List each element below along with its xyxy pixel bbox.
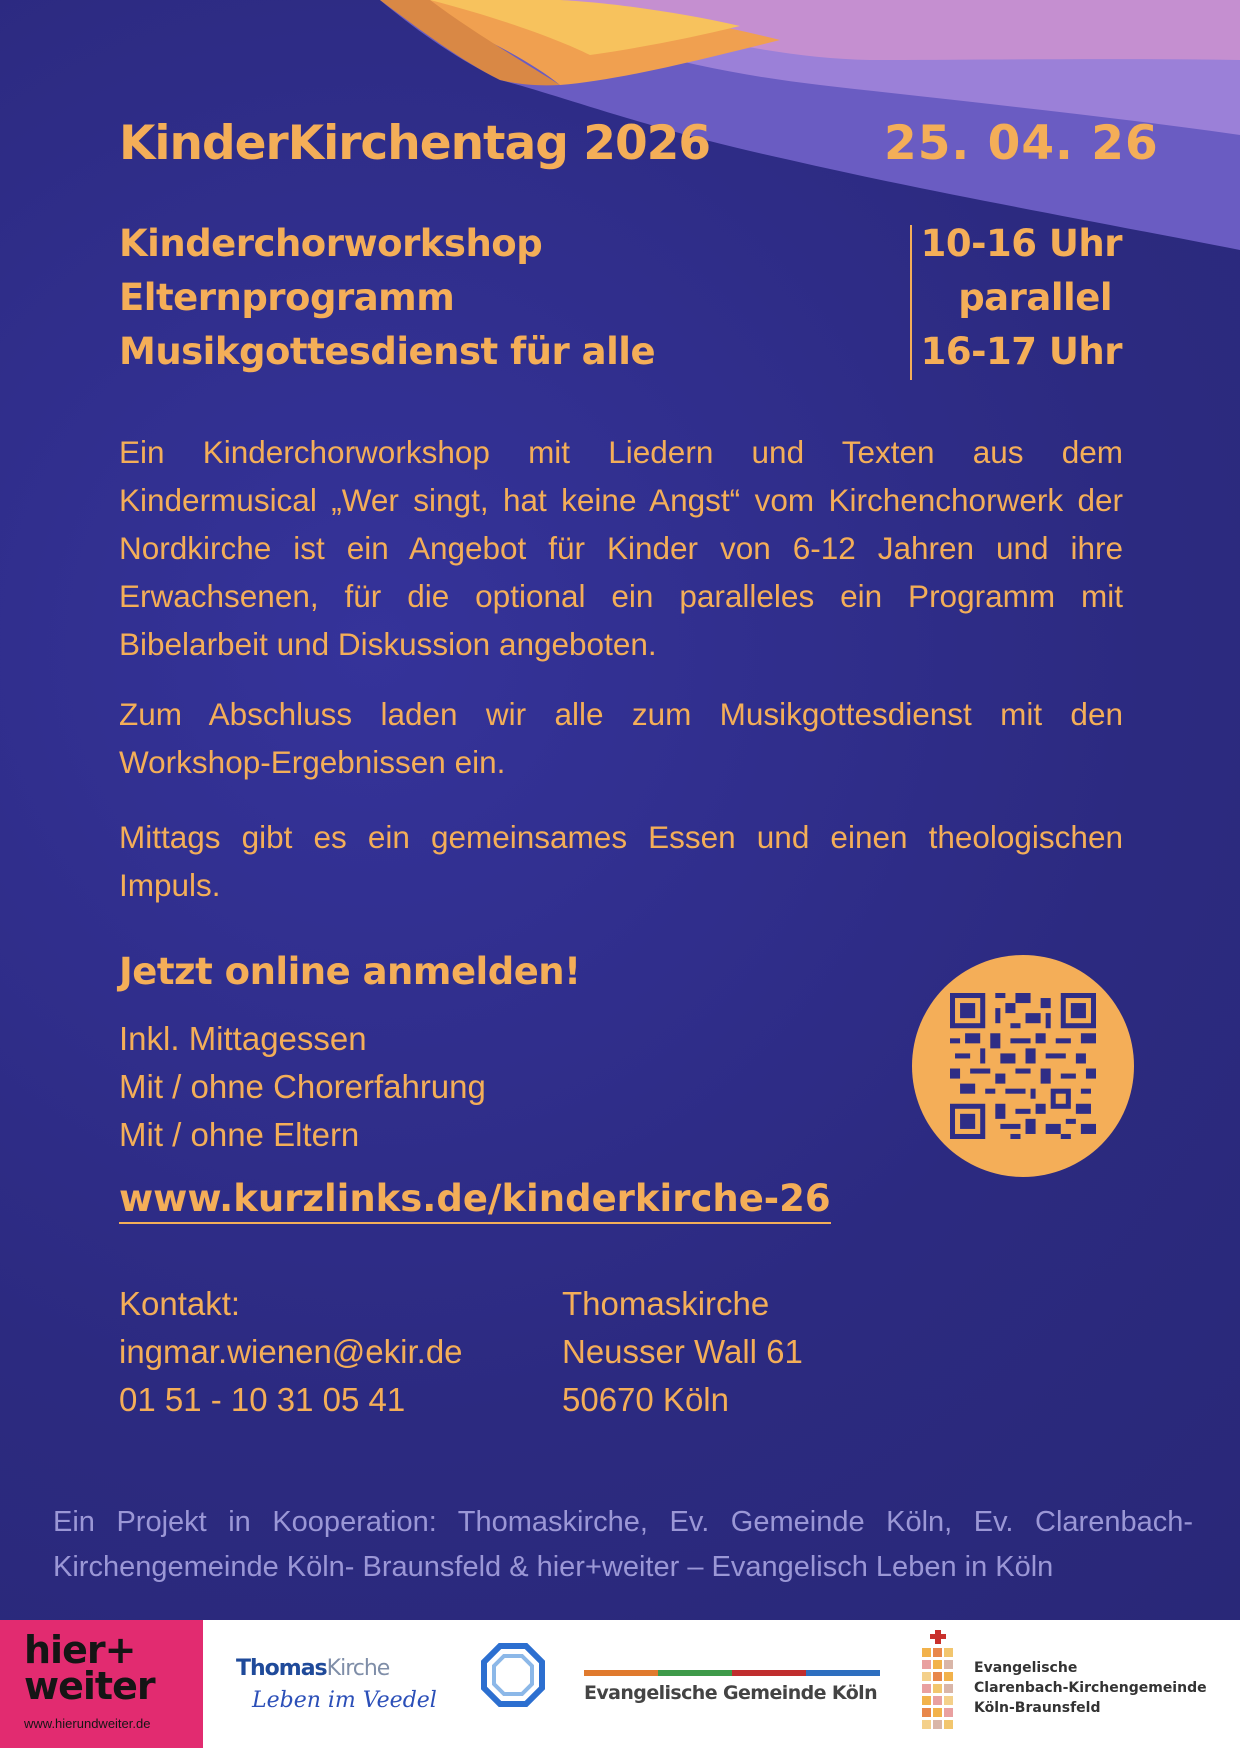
clarenbach-logo-line2: Clarenbach-Kirchengemeinde: [974, 1680, 1207, 1696]
hier-weiter-logo-line2: weiter: [24, 1664, 155, 1708]
partner-logo-bar: [0, 1620, 1240, 1748]
evangelische-gemeinde-koeln-logo: [582, 1670, 882, 1720]
registration-item: Mit / ohne Chorerfahrung: [119, 1068, 486, 1105]
program-item-elternprogramm: Elternprogramm: [119, 276, 455, 319]
registration-item: Mit / ohne Eltern: [119, 1116, 360, 1153]
registration-link[interactable]: www.kurzlinks.de/kinderkirche-26: [119, 1177, 831, 1224]
location-block: [562, 1280, 962, 1424]
program-time-gottesdienst: 16-17 Uhr: [920, 330, 1122, 373]
program-item-musikgottesdienst: Musikgottesdienst für alle: [119, 330, 656, 373]
description-paragraph: Ein Kinderchorworkshop mit Liedern und Texten aus dem Kindermusical „Wer singt, hat keine Angst“ vom Kirchenchorwerk der Nordkirche ist ein Angebot für Kinder von 6-12 Jahren und ihre Erwachsenen, für die optional ein paralleles ein Programm mit Bibelarbeit und Diskussion angeboten.: [119, 434, 1123, 662]
closing-paragraph: Zum Abschluss laden wir alle zum Musikgottesdienst mit den Workshop-Ergebnissen ein.: [119, 696, 1123, 780]
register-headline: Jetzt online anmelden!: [119, 950, 581, 993]
clarenbach-logo: [918, 1630, 1218, 1740]
clarenbach-logo-line3: Köln-Braunsfeld: [974, 1700, 1101, 1716]
thomaskirche-logo: [236, 1642, 566, 1732]
location-name: Thomaskirche: [562, 1285, 770, 1322]
location-street: Neusser Wall 61: [562, 1333, 803, 1370]
program-time-workshop: 10-16 Uhr: [920, 222, 1122, 265]
hier-weiter-url: www.hierundweiter.de: [24, 1716, 151, 1731]
contact-phone[interactable]: 01 51 - 10 31 05 41: [119, 1381, 406, 1418]
clarenbach-cross-icon: [918, 1630, 958, 1734]
location-city: 50670 Köln: [562, 1381, 729, 1418]
cooperation-note: Ein Projekt in Kooperation: Thomaskirche, Ev. Gemeinde Köln, Ev. Clarenbach-Kirchengemeinde Köln- Braunsfeld & hier+weiter – Evangelisch Leben in Köln: [53, 1506, 1193, 1583]
program-time-elternprogramm: parallel: [958, 276, 1112, 319]
thomaskirche-logo-part1: Thomas: [236, 1656, 327, 1681]
thomaskirche-octagon-icon: [480, 1642, 546, 1708]
hier-weiter-logo: [0, 1620, 203, 1748]
qr-code-icon: [950, 993, 1096, 1139]
program-item-kinderchorworkshop: Kinderchorworkshop: [119, 222, 543, 265]
thomaskirche-logo-part2: Kirche: [326, 1656, 390, 1681]
contact-email[interactable]: ingmar.wienen@ekir.de: [119, 1333, 463, 1370]
thomaskirche-tagline: Leben im Veedel: [252, 1688, 437, 1713]
lunch-paragraph: Mittags gibt es ein gemeinsames Essen und einen theologischen Impuls.: [119, 819, 1123, 903]
registration-item: Inkl. Mittagessen: [119, 1020, 367, 1057]
qr-code[interactable]: [912, 955, 1134, 1177]
event-title: KinderKirchentag 2026: [119, 116, 711, 171]
hier-weiter-logo-line1: hier+: [24, 1628, 136, 1672]
clarenbach-logo-line1: Evangelische: [974, 1660, 1078, 1676]
egk-color-stripe: [584, 1670, 880, 1676]
contact-label: Kontakt:: [119, 1285, 241, 1322]
event-date: 25. 04. 26: [884, 116, 1159, 171]
egk-logo-text: Evangelische Gemeinde Köln: [584, 1682, 878, 1704]
contact-block: [119, 1280, 539, 1424]
